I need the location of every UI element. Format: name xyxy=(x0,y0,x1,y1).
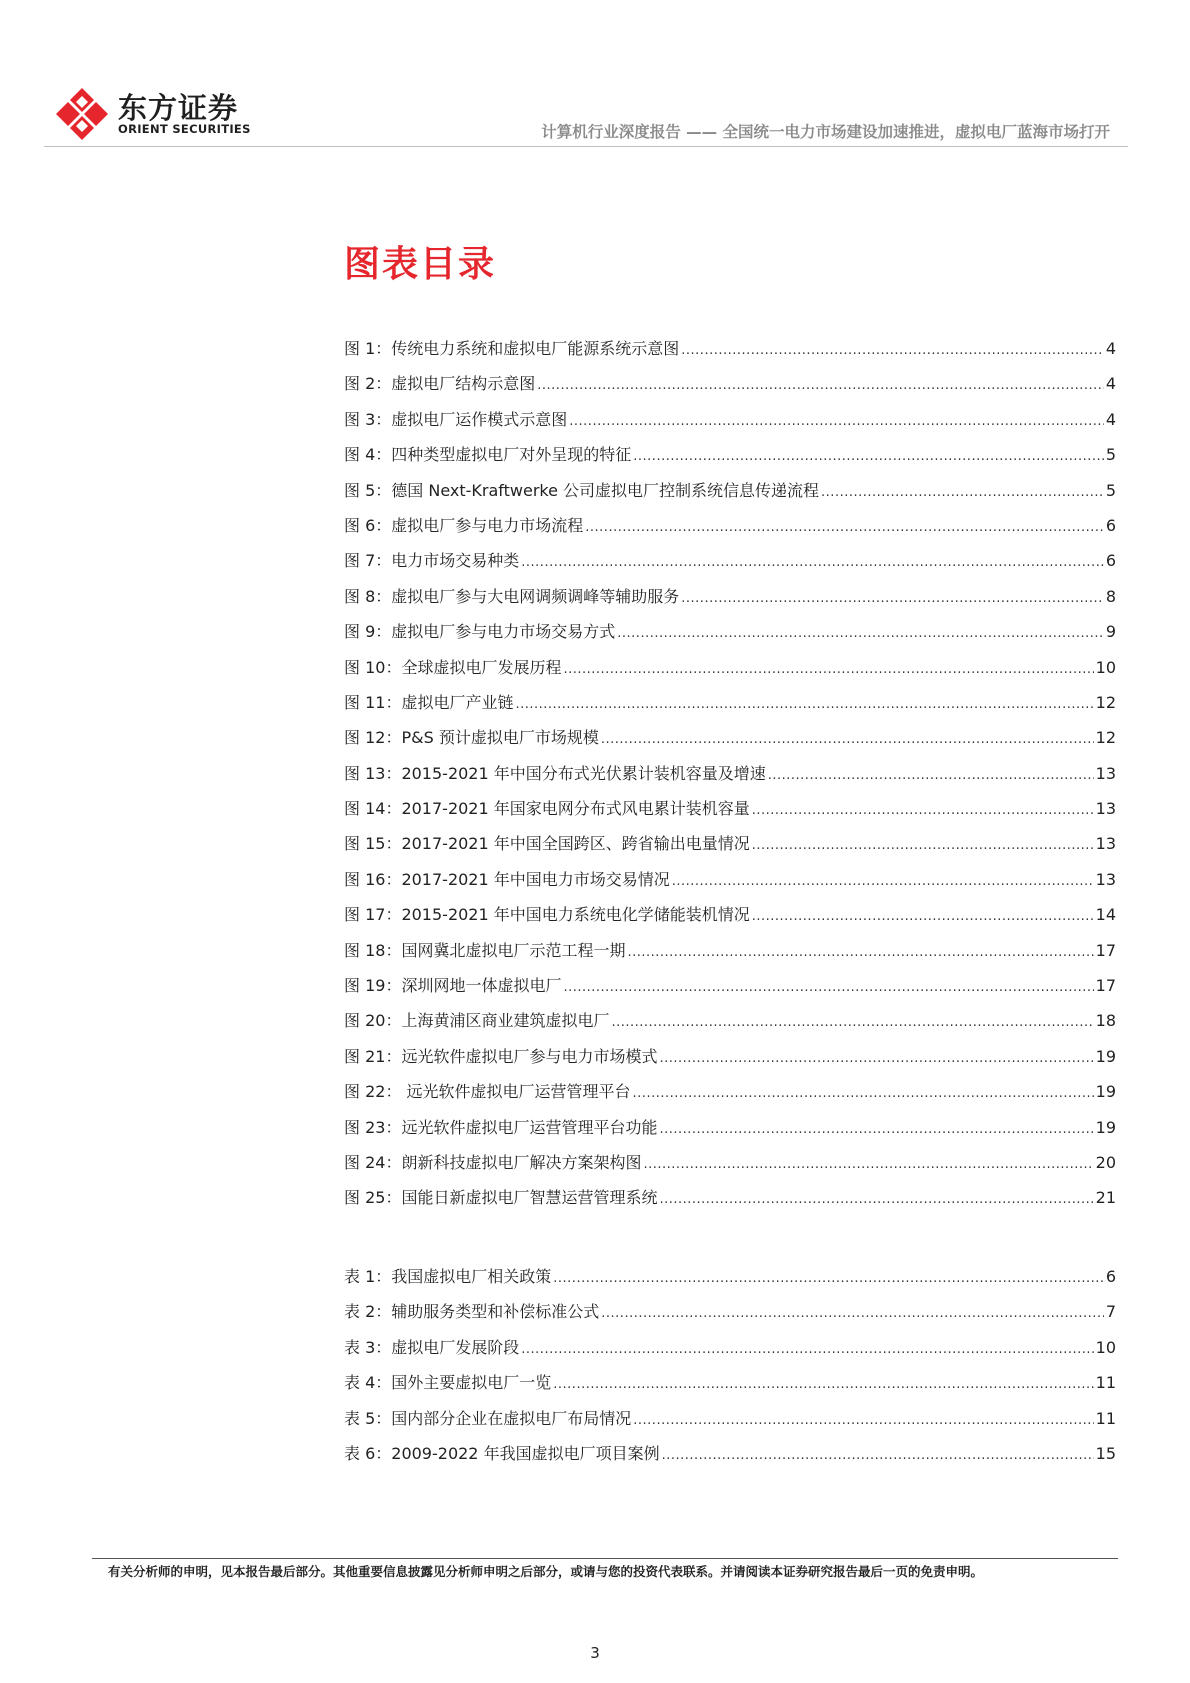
toc-leader-dots xyxy=(662,1448,1094,1463)
toc-entry-title: 图 24：朗新科技虚拟电厂解决方案架构图 xyxy=(344,1152,642,1172)
company-logo xyxy=(54,80,254,140)
toc-entry-title: 表 4：国外主要虚拟电厂一览 xyxy=(344,1373,552,1393)
toc-entry-page: 5 xyxy=(1105,445,1116,465)
toc-entry-title: 图 19：深圳网地一体虚拟电厂 xyxy=(344,976,562,996)
toc-entry-title: 图 8：虚拟电厂参与大电网调频调峰等辅助服务 xyxy=(344,586,680,606)
toc-entry-figure[interactable] xyxy=(344,1115,1116,1150)
toc-leader-dots xyxy=(553,1271,1104,1286)
toc-leader-dots xyxy=(752,838,1094,853)
toc-entry-title: 表 3：虚拟电厂发展阶段 xyxy=(344,1337,520,1357)
toc-entry-page: 17 xyxy=(1095,940,1116,960)
orient-securities-logo-icon xyxy=(54,86,110,142)
toc-entry-title: 图 1：传统电力系统和虚拟电厂能源系统示意图 xyxy=(344,339,680,358)
toc-entry-figure[interactable] xyxy=(344,548,1116,583)
toc-entry-page: 6 xyxy=(1105,515,1116,535)
toc-entry-page: 13 xyxy=(1095,763,1116,783)
toc-entry-figure[interactable] xyxy=(344,619,1116,654)
toc-entry-page: 8 xyxy=(1105,586,1116,606)
toc-entry-page: 17 xyxy=(1095,976,1116,996)
toc-entry-table[interactable] xyxy=(344,1299,1116,1334)
toc-entry-figure[interactable] xyxy=(344,1008,1116,1043)
toc-entry-title: 图 7：电力市场交易种类 xyxy=(344,551,520,571)
toc-leader-dots xyxy=(569,414,1104,429)
figure-toc-list xyxy=(344,336,1116,1221)
toc-entry-page: 15 xyxy=(1095,1443,1116,1463)
toc-entry-page: 13 xyxy=(1095,869,1116,889)
toc-leader-dots xyxy=(681,343,1104,358)
toc-entry-figure[interactable] xyxy=(344,938,1116,973)
toc-entry-page: 19 xyxy=(1095,1046,1116,1066)
toc-entry-figure[interactable] xyxy=(344,973,1116,1008)
toc-entry-figure[interactable] xyxy=(344,584,1116,619)
toc-leader-dots xyxy=(601,1306,1104,1321)
toc-entry-figure[interactable] xyxy=(344,725,1116,760)
toc-entry-title: 图 18：国网冀北虚拟电厂示范工程一期 xyxy=(344,940,626,960)
toc-entry-page: 9 xyxy=(1105,622,1116,642)
toc-entry-page: 7 xyxy=(1105,1302,1116,1322)
toc-entry-figure[interactable] xyxy=(344,690,1116,725)
toc-entry-figure[interactable] xyxy=(344,831,1116,866)
toc-entry-figure[interactable] xyxy=(344,336,1116,371)
footer-disclaimer: 有关分析师的申明，见本报告最后部分。其他重要信息披露见分析师申明之后部分，或请与您的投资代表联系。并请阅读本证券研究报告最后一页的免责申明。 xyxy=(108,1564,984,1579)
toc-entry-title: 图 13：2015-2021 年中国分布式光伏累计装机容量及增速 xyxy=(344,763,766,783)
toc-entry-page: 10 xyxy=(1095,657,1116,677)
toc-leader-dots xyxy=(611,1015,1093,1030)
toc-entry-page: 20 xyxy=(1095,1152,1116,1172)
toc-entry-title: 图 20：上海黄浦区商业建筑虚拟电厂 xyxy=(344,1011,610,1031)
toc-entry-title: 图 5：德国 Next-Kraftwerke 公司虚拟电厂控制系统信息传递流程 xyxy=(344,480,820,500)
toc-entry-title: 表 2：辅助服务类型和补偿标准公式 xyxy=(344,1302,600,1322)
toc-entry-figure[interactable] xyxy=(344,1079,1116,1114)
toc-entry-page: 6 xyxy=(1105,1267,1116,1286)
toc-leader-dots xyxy=(643,1157,1093,1172)
toc-entry-page: 13 xyxy=(1095,799,1116,819)
toc-leader-dots xyxy=(617,626,1104,641)
toc-entry-figure[interactable] xyxy=(344,655,1116,690)
toc-entry-page: 10 xyxy=(1095,1337,1116,1357)
toc-leader-dots xyxy=(563,662,1093,677)
toc-leader-dots xyxy=(627,945,1093,960)
toc-leader-dots xyxy=(752,803,1094,818)
toc-entry-figure[interactable] xyxy=(344,371,1116,406)
page-number: 3 xyxy=(590,1644,600,1662)
toc-entry-figure[interactable] xyxy=(344,478,1116,513)
toc-entry-title: 图 16：2017-2021 年中国电力市场交易情况 xyxy=(344,869,670,889)
toc-entry-page: 11 xyxy=(1095,1373,1116,1393)
table-toc-list xyxy=(344,1264,1116,1476)
toc-leader-dots xyxy=(521,1342,1093,1357)
toc-leader-dots xyxy=(521,555,1104,570)
toc-entry-page: 4 xyxy=(1105,409,1116,429)
toc-leader-dots xyxy=(821,485,1104,500)
page-heading: 图表目录 xyxy=(344,244,497,285)
toc-entry-title: 表 6：2009-2022 年我国虚拟电厂项目案例 xyxy=(344,1443,660,1463)
toc-entry-table[interactable] xyxy=(344,1406,1116,1441)
toc-entry-table[interactable] xyxy=(344,1264,1116,1299)
toc-leader-dots xyxy=(681,591,1104,606)
toc-entry-figure[interactable] xyxy=(344,761,1116,796)
toc-entry-page: 4 xyxy=(1105,339,1116,358)
toc-entry-figure[interactable] xyxy=(344,442,1116,477)
toc-leader-dots xyxy=(563,980,1093,995)
toc-entry-page: 6 xyxy=(1105,551,1116,571)
toc-entry-table[interactable] xyxy=(344,1335,1116,1370)
toc-leader-dots xyxy=(553,1377,1093,1392)
toc-entry-title: 图 23：远光软件虚拟电厂运营管理平台功能 xyxy=(344,1117,658,1137)
toc-entry-title: 图 22： 远光软件虚拟电厂运营管理平台 xyxy=(344,1082,631,1102)
header-divider xyxy=(44,146,1128,147)
toc-entry-title: 图 11：虚拟电厂产业链 xyxy=(344,692,514,712)
report-title: 计算机行业深度报告 —— 全国统一电力市场建设加速推进，虚拟电厂蓝海市场打开 xyxy=(541,123,1110,141)
toc-leader-dots xyxy=(633,449,1104,464)
brand-name-en: ORIENT SECURITIES xyxy=(118,122,251,136)
toc-entry-figure[interactable] xyxy=(344,513,1116,548)
toc-entry-figure[interactable] xyxy=(344,796,1116,831)
toc-entry-figure[interactable] xyxy=(344,1185,1116,1220)
toc-entry-title: 图 17：2015-2021 年中国电力系统电化学储能装机情况 xyxy=(344,905,750,925)
toc-entry-title: 图 2：虚拟电厂结构示意图 xyxy=(344,374,536,394)
toc-entry-page: 5 xyxy=(1105,480,1116,500)
toc-entry-figure[interactable] xyxy=(344,867,1116,902)
toc-leader-dots xyxy=(752,909,1094,924)
toc-entry-page: 19 xyxy=(1095,1082,1116,1102)
toc-entry-figure[interactable] xyxy=(344,407,1116,442)
toc-leader-dots xyxy=(537,378,1104,393)
toc-leader-dots xyxy=(659,1051,1093,1066)
footer-divider xyxy=(92,1558,1118,1559)
toc-entry-title: 图 10：全球虚拟电厂发展历程 xyxy=(344,657,562,677)
toc-entry-page: 14 xyxy=(1095,905,1116,925)
toc-entry-title: 图 4：四种类型虚拟电厂对外呈现的特征 xyxy=(344,445,632,465)
brand-name-cn: 东方证券 xyxy=(118,91,239,125)
toc-entry-title: 图 15：2017-2021 年中国全国跨区、跨省输出电量情况 xyxy=(344,834,750,854)
toc-entry-title: 图 14：2017-2021 年国家电网分布式风电累计装机容量 xyxy=(344,799,750,819)
toc-entry-page: 18 xyxy=(1095,1011,1116,1031)
toc-entry-title: 表 1：我国虚拟电厂相关政策 xyxy=(344,1267,552,1286)
toc-entry-title: 图 12：P&S 预计虚拟电厂市场规模 xyxy=(344,728,599,748)
toc-entry-title: 图 3：虚拟电厂运作模式示意图 xyxy=(344,409,568,429)
toc-leader-dots xyxy=(601,732,1094,747)
toc-leader-dots xyxy=(515,697,1093,712)
toc-leader-dots xyxy=(768,768,1094,783)
toc-leader-dots xyxy=(659,1122,1093,1137)
toc-entry-figure[interactable] xyxy=(344,902,1116,937)
toc-entry-table[interactable] xyxy=(344,1441,1116,1476)
toc-leader-dots xyxy=(633,1086,1094,1101)
toc-entry-figure[interactable] xyxy=(344,1150,1116,1185)
toc-entry-page: 4 xyxy=(1105,374,1116,394)
toc-entry-title: 图 25：国能日新虚拟电厂智慧运营管理系统 xyxy=(344,1188,658,1208)
toc-entry-page: 19 xyxy=(1095,1117,1116,1137)
toc-entry-title: 图 9：虚拟电厂参与电力市场交易方式 xyxy=(344,622,616,642)
toc-leader-dots xyxy=(659,1192,1093,1207)
toc-entry-page: 11 xyxy=(1095,1408,1116,1428)
toc-entry-table[interactable] xyxy=(344,1370,1116,1405)
toc-entry-page: 12 xyxy=(1095,692,1116,712)
toc-entry-title: 图 21：远光软件虚拟电厂参与电力市场模式 xyxy=(344,1046,658,1066)
toc-entry-page: 12 xyxy=(1095,728,1116,748)
toc-leader-dots xyxy=(672,874,1094,889)
toc-entry-title: 图 6：虚拟电厂参与电力市场流程 xyxy=(344,515,584,535)
toc-leader-dots xyxy=(633,1413,1093,1428)
toc-entry-page: 21 xyxy=(1095,1188,1116,1208)
toc-entry-figure[interactable] xyxy=(344,1044,1116,1079)
toc-leader-dots xyxy=(585,520,1104,535)
toc-entry-page: 13 xyxy=(1095,834,1116,854)
toc-entry-title: 表 5：国内部分企业在虚拟电厂布局情况 xyxy=(344,1408,632,1428)
